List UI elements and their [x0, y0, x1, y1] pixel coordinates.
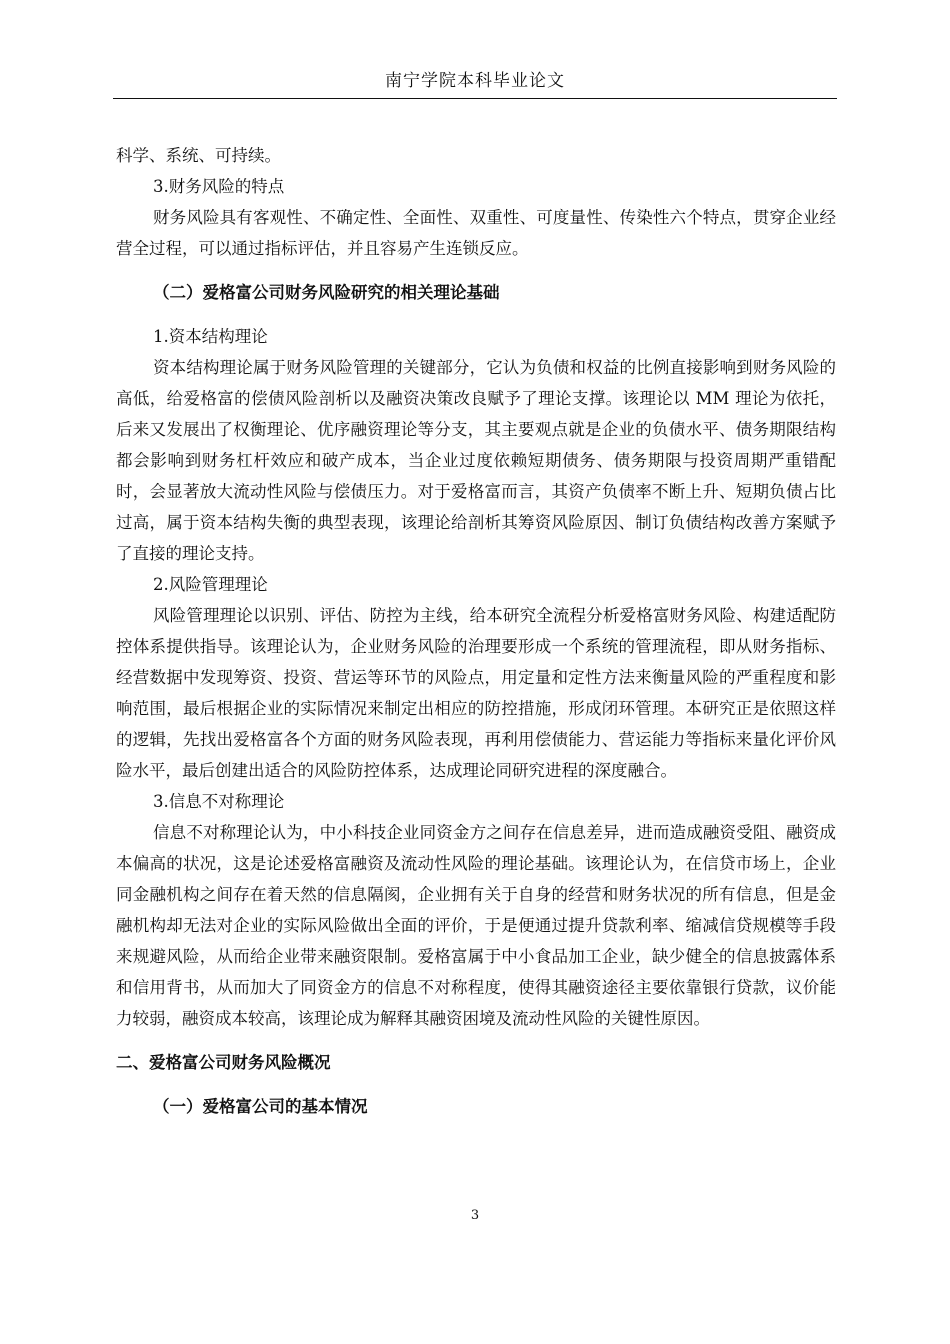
- chapter-heading-risk-overview: 二、爱格富公司财务风险概况: [116, 1053, 331, 1072]
- document-body: [116, 140, 836, 1135]
- paragraph-risk-management: 风险管理理论以识别、评估、防控为主线，给本研究全流程分析爱格富财务风险、构建适配防控体系提供指导。该理论认为，企业财务风险的治理要形成一个系统的管理流程，即从财务指标、经营数据中发现筹资、投资、营运等环节的风险点，用定量和定性方法来衡量风险的严重程度和影响范围，最后根据企业的实际情况来制定出相应的防控措施，形成闭环管理。本研究正是依照这样的逻辑，先找出爱格富各个方面的财务风险表现，再利用偿债能力、营运能力等指标来量化评价风险水平，最后创建出适合的风险防控体系，达成理论同研究进程的深度融合。: [116, 606, 836, 780]
- paragraph-financial-risk-features: 财务风险具有客观性、不确定性、全面性、双重性、可度量性、传染性六个特点，贯穿企业经营全过程，可以通过指标评估，并且容易产生连锁反应。: [116, 208, 836, 258]
- header-divider: [113, 98, 837, 99]
- subsection-title-capital-structure: 1.资本结构理论: [153, 327, 268, 346]
- page-header-title: 南宁学院本科毕业论文: [385, 71, 565, 91]
- paragraph-continuation: 科学、系统、可持续。: [116, 146, 281, 165]
- section-heading-company-basics: （一）爱格富公司的基本情况: [153, 1097, 368, 1116]
- paragraph-information-asymmetry: 信息不对称理论认为，中小科技企业同资金方之间存在信息差异，进而造成融资受阻、融资成本偏高的状况，这是论述爱格富融资及流动性风险的理论基础。该理论认为，在信贷市场上，企业同金融机构之间存在着天然的信息隔阂，企业拥有关于自身的经营和财务状况的所有信息，但是金融机构却无法对企业的实际风险做出全面的评价，于是便通过提升贷款利率、缩减信贷规模等手段来规避风险，从而给企业带来融资限制。爱格富属于中小食品加工企业，缺少健全的信息披露体系和信用背书，从而加大了同资金方的信息不对称程度，使得其融资途径主要依靠银行贷款，议价能力较弱，融资成本较高，该理论成为解释其融资困境及流动性风险的关键性原因。: [116, 823, 836, 1028]
- subsection-title-information-asymmetry: 3.信息不对称理论: [153, 792, 285, 811]
- section-heading-theory-basis: （二）爱格富公司财务风险研究的相关理论基础: [153, 283, 500, 302]
- paragraph-capital-structure: 资本结构理论属于财务风险管理的关键部分，它认为负债和权益的比例直接影响到财务风险的高低，给爱格富的偿债风险剖析以及融资决策改良赋予了理论支撑。该理论以 MM 理论为依托，后来又发展出了权衡理论、优序融资理论等分支，其主要观点就是企业的负债水平、债务期限结构都会影响到财务杠杆效应和破产成本，当企业过度依赖短期债务、债务期限与投资周期严重错配时，会显著放大流动性风险与偿债压力。对于爱格富而言，其资产负债率不断上升、短期负债占比过高，属于资本结构失衡的典型表现，该理论给剖析其筹资风险原因、制订负债结构改善方案赋予了直接的理论支持。: [116, 358, 836, 563]
- subsection-title-risk-management: 2.风险管理理论: [153, 575, 268, 594]
- subsection-title-financial-risk-features: 3.财务风险的特点: [153, 177, 285, 196]
- page-number: 3: [470, 1208, 480, 1223]
